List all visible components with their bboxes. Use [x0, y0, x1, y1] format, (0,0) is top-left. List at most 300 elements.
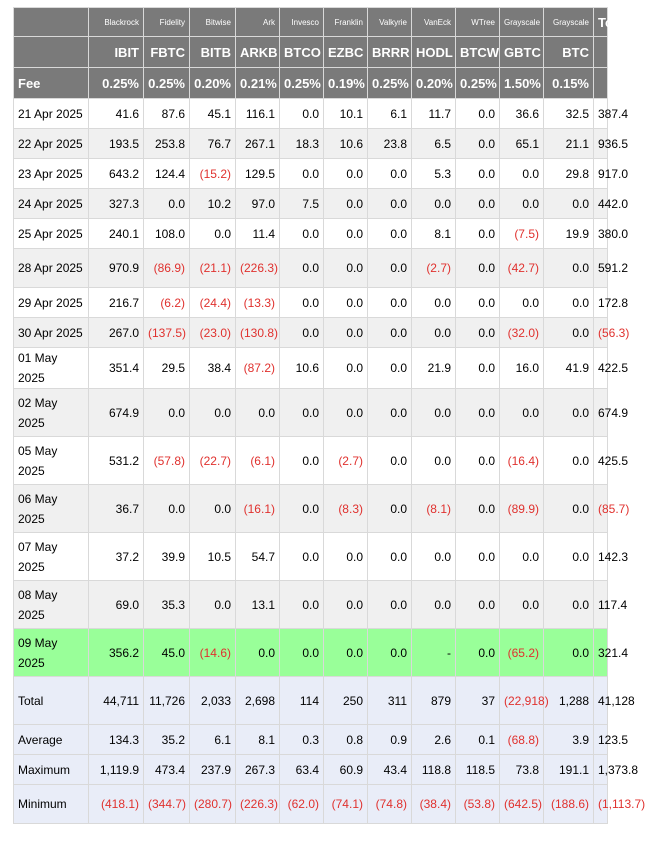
flow-value-cell: 0.0 [412, 533, 456, 581]
flow-table-body [14, 99, 645, 824]
flow-value-cell: 0.0 [324, 629, 368, 677]
flow-value-cell: 643.2 [89, 159, 144, 189]
flow-value-cell: 0.0 [544, 389, 594, 437]
summary-value-cell: 237.9 [190, 755, 236, 785]
flow-value-cell: 0.0 [412, 318, 456, 348]
ticker-header: HODL [412, 37, 456, 68]
summary-total-cell: 123.5 [594, 725, 608, 755]
flow-value-cell: 0.0 [368, 581, 412, 629]
ticker-header: BITB [190, 37, 236, 68]
flow-value-cell: 87.6 [144, 99, 190, 129]
flow-value-cell: 0.0 [456, 318, 500, 348]
issuer-header: Bitwise [190, 8, 236, 37]
corner-cell [14, 37, 89, 68]
flow-value-cell: 0.0 [456, 129, 500, 159]
flow-value-cell: 0.0 [412, 389, 456, 437]
flow-value-cell: 0.0 [412, 288, 456, 318]
issuer-header: Blackrock [89, 8, 144, 37]
flow-value-cell: 0.0 [500, 389, 544, 437]
summary-value-cell: 1,288 [544, 677, 594, 725]
flow-value-cell: - [412, 629, 456, 677]
total-column-header: Total [594, 8, 608, 37]
summary-value-cell: 44,711 [89, 677, 144, 725]
date-cell: 23 Apr 2025 [14, 159, 89, 189]
summary-row [14, 725, 608, 755]
flow-value-cell: 97.0 [236, 189, 280, 219]
row-total-cell: (56.3) [594, 318, 608, 348]
date-cell: 06 May 2025 [14, 485, 89, 533]
flow-value-cell: 0.0 [456, 485, 500, 533]
flow-value-cell: 0.0 [500, 159, 544, 189]
ticker-header: BTC [544, 37, 594, 68]
table-row [14, 249, 608, 288]
summary-label: Total [14, 677, 89, 725]
summary-value-cell: 43.4 [368, 755, 412, 785]
row-total-cell: 142.3 [594, 533, 608, 581]
flow-value-cell: 16.0 [500, 348, 544, 389]
flow-value-cell: 0.0 [144, 189, 190, 219]
flow-value-cell: (8.1) [412, 485, 456, 533]
flow-value-cell: 0.0 [144, 389, 190, 437]
total-ticker-blank [594, 37, 608, 68]
fee-value: 0.25% [144, 68, 190, 99]
summary-value-cell: 6.1 [190, 725, 236, 755]
issuer-header: VanEck [412, 8, 456, 37]
date-cell: 07 May 2025 [14, 533, 89, 581]
summary-total-cell: 1,373.8 [594, 755, 608, 785]
ticker-header: BTCW [456, 37, 500, 68]
flow-value-cell: 0.0 [456, 219, 500, 249]
fee-value: 0.20% [412, 68, 456, 99]
flow-value-cell: 0.0 [368, 189, 412, 219]
date-cell: 01 May 2025 [14, 348, 89, 389]
ticker-header: ARKB [236, 37, 280, 68]
summary-value-cell: 191.1 [544, 755, 594, 785]
flow-value-cell: (86.9) [144, 249, 190, 288]
summary-value-cell: 3.9 [544, 725, 594, 755]
flow-value-cell: 0.0 [280, 581, 324, 629]
summary-value-cell: 2,698 [236, 677, 280, 725]
fee-value: 0.20% [190, 68, 236, 99]
flow-value-cell: 216.7 [89, 288, 144, 318]
summary-total-cell: (1,113.7) [594, 785, 608, 824]
flow-value-cell: 45.0 [144, 629, 190, 677]
flow-value-cell: 13.1 [236, 581, 280, 629]
flow-value-cell: 0.0 [368, 219, 412, 249]
flow-value-cell: (137.5) [144, 318, 190, 348]
flow-value-cell: 0.0 [500, 288, 544, 318]
issuer-header: Valkyrie [368, 8, 412, 37]
summary-value-cell: 73.8 [500, 755, 544, 785]
ticker-header-row [14, 37, 608, 68]
flow-value-cell: 0.0 [368, 249, 412, 288]
summary-value-cell: 114 [280, 677, 324, 725]
summary-label: Minimum [14, 785, 89, 824]
summary-value-cell: (418.1) [89, 785, 144, 824]
flow-value-cell: 45.1 [190, 99, 236, 129]
table-row [14, 219, 608, 249]
row-total-cell: 442.0 [594, 189, 608, 219]
flow-value-cell: 0.0 [280, 318, 324, 348]
summary-value-cell: 0.8 [324, 725, 368, 755]
summary-label: Average [14, 725, 89, 755]
flow-value-cell: 0.0 [456, 189, 500, 219]
flow-value-cell: 0.0 [236, 389, 280, 437]
summary-value-cell: (22,918) [500, 677, 544, 725]
summary-value-cell: 63.4 [280, 755, 324, 785]
corner-cell [14, 8, 89, 37]
date-cell: 22 Apr 2025 [14, 129, 89, 159]
date-cell: 02 May 2025 [14, 389, 89, 437]
flow-value-cell: 0.0 [324, 348, 368, 389]
date-cell: 24 Apr 2025 [14, 189, 89, 219]
flow-value-cell: 0.0 [544, 533, 594, 581]
table-row [14, 129, 608, 159]
table-row [14, 318, 608, 348]
flow-value-cell: 0.0 [544, 485, 594, 533]
table-row [14, 189, 608, 219]
issuer-header: Grayscale [544, 8, 594, 37]
flow-value-cell: 0.0 [324, 249, 368, 288]
flow-value-cell: 29.8 [544, 159, 594, 189]
flow-value-cell: (16.4) [500, 437, 544, 485]
date-cell: 29 Apr 2025 [14, 288, 89, 318]
flow-value-cell: 0.0 [456, 437, 500, 485]
flow-value-cell: 0.0 [456, 159, 500, 189]
flow-value-cell: 0.0 [456, 249, 500, 288]
summary-value-cell: 0.1 [456, 725, 500, 755]
flow-value-cell: (87.2) [236, 348, 280, 389]
flow-value-cell: 76.7 [190, 129, 236, 159]
flow-value-cell: 0.0 [368, 318, 412, 348]
summary-value-cell: 35.2 [144, 725, 190, 755]
row-total-cell: 172.8 [594, 288, 608, 318]
flow-value-cell: 0.0 [456, 533, 500, 581]
summary-value-cell: (53.8) [456, 785, 500, 824]
flow-value-cell: (130.8) [236, 318, 280, 348]
flow-value-cell: 21.9 [412, 348, 456, 389]
etf-flow-table-container [13, 7, 645, 824]
flow-value-cell: 0.0 [368, 389, 412, 437]
date-cell: 25 Apr 2025 [14, 219, 89, 249]
flow-value-cell: 0.0 [456, 581, 500, 629]
summary-value-cell: 250 [324, 677, 368, 725]
flow-value-cell: 116.1 [236, 99, 280, 129]
flow-value-cell: 21.1 [544, 129, 594, 159]
flow-value-cell: 0.0 [368, 533, 412, 581]
summary-value-cell: (68.8) [500, 725, 544, 755]
flow-value-cell: 65.1 [500, 129, 544, 159]
flow-value-cell: 0.0 [412, 189, 456, 219]
table-row [14, 348, 608, 389]
flow-value-cell: 970.9 [89, 249, 144, 288]
flow-value-cell: (226.3) [236, 249, 280, 288]
flow-value-cell: (21.1) [190, 249, 236, 288]
flow-value-cell: (24.4) [190, 288, 236, 318]
summary-value-cell: 60.9 [324, 755, 368, 785]
ticker-header: BRRR [368, 37, 412, 68]
fee-value: 0.25% [368, 68, 412, 99]
flow-value-cell: 0.0 [544, 249, 594, 288]
flow-value-cell: 5.3 [412, 159, 456, 189]
flow-value-cell: 0.0 [324, 389, 368, 437]
row-total-cell: 936.5 [594, 129, 608, 159]
issuer-header: WTree [456, 8, 500, 37]
summary-label: Maximum [14, 755, 89, 785]
flow-value-cell: 0.0 [280, 159, 324, 189]
summary-value-cell: 2.6 [412, 725, 456, 755]
fee-value: 1.50% [500, 68, 544, 99]
flow-value-cell: 19.9 [544, 219, 594, 249]
summary-value-cell: 2,033 [190, 677, 236, 725]
summary-value-cell: 311 [368, 677, 412, 725]
flow-value-cell: 23.8 [368, 129, 412, 159]
row-total-cell: 674.9 [594, 389, 608, 437]
flow-value-cell: 0.0 [544, 581, 594, 629]
summary-value-cell: (226.3) [236, 785, 280, 824]
issuer-header-row [14, 8, 608, 37]
flow-value-cell: 32.5 [544, 99, 594, 129]
date-cell: 28 Apr 2025 [14, 249, 89, 288]
flow-value-cell: 0.0 [368, 288, 412, 318]
row-total-cell: 917.0 [594, 159, 608, 189]
flow-value-cell: 18.3 [280, 129, 324, 159]
flow-value-cell: 0.0 [456, 99, 500, 129]
row-total-cell: 387.4 [594, 99, 608, 129]
flow-value-cell: 193.5 [89, 129, 144, 159]
flow-value-cell: 6.5 [412, 129, 456, 159]
flow-value-cell: 10.1 [324, 99, 368, 129]
table-row [14, 437, 608, 485]
flow-value-cell: 36.7 [89, 485, 144, 533]
ticker-header: EZBC [324, 37, 368, 68]
table-row [14, 99, 608, 129]
flow-value-cell: 0.0 [412, 581, 456, 629]
flow-value-cell: 0.0 [190, 485, 236, 533]
flow-value-cell: 10.2 [190, 189, 236, 219]
date-cell: 05 May 2025 [14, 437, 89, 485]
issuer-header: Franklin [324, 8, 368, 37]
flow-value-cell: 0.0 [368, 159, 412, 189]
flow-value-cell: 29.5 [144, 348, 190, 389]
flow-value-cell: 129.5 [236, 159, 280, 189]
row-total-cell: 425.5 [594, 437, 608, 485]
flow-value-cell: 267.1 [236, 129, 280, 159]
summary-value-cell: (344.7) [144, 785, 190, 824]
flow-value-cell: 0.0 [190, 581, 236, 629]
issuer-header: Grayscale [500, 8, 544, 37]
row-total-cell: 380.0 [594, 219, 608, 249]
flow-value-cell: (42.7) [500, 249, 544, 288]
summary-row [14, 677, 608, 725]
issuer-header: Fidelity [144, 8, 190, 37]
fee-header-row [14, 68, 608, 99]
flow-value-cell: 0.0 [280, 249, 324, 288]
flow-value-cell: 0.0 [324, 581, 368, 629]
flow-value-cell: 36.6 [500, 99, 544, 129]
row-total-cell: (85.7) [594, 485, 608, 533]
flow-value-cell: 69.0 [89, 581, 144, 629]
flow-value-cell: (57.8) [144, 437, 190, 485]
flow-value-cell: (23.0) [190, 318, 236, 348]
flow-value-cell: 0.0 [544, 189, 594, 219]
flow-value-cell: (14.6) [190, 629, 236, 677]
flow-value-cell: 0.0 [544, 629, 594, 677]
flow-value-cell: 0.0 [280, 437, 324, 485]
flow-value-cell: 0.0 [324, 288, 368, 318]
flow-value-cell: 531.2 [89, 437, 144, 485]
flow-value-cell: 0.0 [368, 348, 412, 389]
flow-value-cell: 0.0 [280, 219, 324, 249]
flow-value-cell: 0.0 [368, 629, 412, 677]
flow-value-cell: 0.0 [412, 437, 456, 485]
flow-value-cell: 0.0 [324, 219, 368, 249]
summary-value-cell: (38.4) [412, 785, 456, 824]
flow-value-cell: (2.7) [324, 437, 368, 485]
flow-value-cell: 8.1 [412, 219, 456, 249]
summary-value-cell: 473.4 [144, 755, 190, 785]
flow-value-cell: (65.2) [500, 629, 544, 677]
ticker-header: IBIT [89, 37, 144, 68]
flow-value-cell: 11.7 [412, 99, 456, 129]
flow-value-cell: 0.0 [280, 629, 324, 677]
fee-value: 0.25% [89, 68, 144, 99]
flow-value-cell: 267.0 [89, 318, 144, 348]
flow-value-cell: (6.2) [144, 288, 190, 318]
table-row [14, 485, 608, 533]
flow-value-cell: 41.9 [544, 348, 594, 389]
fee-label: Fee [14, 68, 89, 99]
flow-value-cell: 38.4 [190, 348, 236, 389]
flow-value-cell: 0.0 [324, 533, 368, 581]
flow-value-cell: 10.6 [324, 129, 368, 159]
summary-row [14, 755, 608, 785]
summary-value-cell: (74.8) [368, 785, 412, 824]
summary-value-cell: 37 [456, 677, 500, 725]
flow-value-cell: 0.0 [456, 629, 500, 677]
flow-value-cell: 0.0 [456, 288, 500, 318]
flow-value-cell: 0.0 [280, 389, 324, 437]
flow-value-cell: 0.0 [368, 437, 412, 485]
flow-value-cell: 356.2 [89, 629, 144, 677]
flow-value-cell: (15.2) [190, 159, 236, 189]
flow-value-cell: 0.0 [280, 288, 324, 318]
table-row [14, 629, 608, 677]
flow-value-cell: 0.0 [190, 389, 236, 437]
summary-value-cell: 267.3 [236, 755, 280, 785]
flow-value-cell: 0.0 [324, 159, 368, 189]
flow-value-cell: (16.1) [236, 485, 280, 533]
fee-value: 0.25% [280, 68, 324, 99]
table-row [14, 389, 608, 437]
flow-value-cell: 0.0 [324, 318, 368, 348]
flow-value-cell: 0.0 [500, 189, 544, 219]
flow-value-cell: 108.0 [144, 219, 190, 249]
table-row [14, 159, 608, 189]
summary-value-cell: (62.0) [280, 785, 324, 824]
flow-value-cell: 0.0 [456, 348, 500, 389]
date-cell: 08 May 2025 [14, 581, 89, 629]
flow-value-cell: 41.6 [89, 99, 144, 129]
date-cell: 09 May 2025 [14, 629, 89, 677]
flow-value-cell: 0.0 [544, 318, 594, 348]
flow-value-cell: (13.3) [236, 288, 280, 318]
summary-value-cell: 11,726 [144, 677, 190, 725]
flow-value-cell: 7.5 [280, 189, 324, 219]
table-row [14, 581, 608, 629]
summary-total-cell: 41,128 [594, 677, 608, 725]
flow-value-cell: 0.0 [544, 288, 594, 318]
flow-value-cell: 327.3 [89, 189, 144, 219]
row-total-cell: 321.4 [594, 629, 608, 677]
summary-value-cell: 118.8 [412, 755, 456, 785]
flow-value-cell: (7.5) [500, 219, 544, 249]
flow-value-cell: 0.0 [368, 485, 412, 533]
date-cell: 30 Apr 2025 [14, 318, 89, 348]
summary-value-cell: 118.5 [456, 755, 500, 785]
row-total-cell: 117.4 [594, 581, 608, 629]
bitcoin-etf-flow-table [13, 7, 645, 824]
flow-value-cell: 124.4 [144, 159, 190, 189]
flow-value-cell: 0.0 [500, 533, 544, 581]
flow-value-cell: 0.0 [456, 389, 500, 437]
fee-value: 0.21% [236, 68, 280, 99]
summary-value-cell: 879 [412, 677, 456, 725]
summary-value-cell: (280.7) [190, 785, 236, 824]
issuer-header: Invesco [280, 8, 324, 37]
table-row [14, 533, 608, 581]
fee-value: 0.15% [544, 68, 594, 99]
flow-value-cell: 0.0 [280, 485, 324, 533]
ticker-header: GBTC [500, 37, 544, 68]
issuer-header: Ark [236, 8, 280, 37]
flow-value-cell: (89.9) [500, 485, 544, 533]
flow-value-cell: (2.7) [412, 249, 456, 288]
flow-value-cell: 0.0 [280, 99, 324, 129]
flow-value-cell: 10.5 [190, 533, 236, 581]
summary-value-cell: (642.5) [500, 785, 544, 824]
flow-value-cell: 37.2 [89, 533, 144, 581]
flow-value-cell: 351.4 [89, 348, 144, 389]
flow-value-cell: 10.6 [280, 348, 324, 389]
flow-value-cell: 240.1 [89, 219, 144, 249]
flow-value-cell: 39.9 [144, 533, 190, 581]
flow-value-cell: 0.0 [190, 219, 236, 249]
flow-value-cell: 253.8 [144, 129, 190, 159]
summary-value-cell: 8.1 [236, 725, 280, 755]
summary-row [14, 785, 608, 824]
flow-value-cell: 0.0 [144, 485, 190, 533]
summary-value-cell: (74.1) [324, 785, 368, 824]
flow-value-cell: 54.7 [236, 533, 280, 581]
summary-value-cell: 134.3 [89, 725, 144, 755]
summary-value-cell: 0.3 [280, 725, 324, 755]
flow-value-cell: 0.0 [236, 629, 280, 677]
fee-value: 0.25% [456, 68, 500, 99]
summary-value-cell: 1,119.9 [89, 755, 144, 785]
flow-value-cell: (6.1) [236, 437, 280, 485]
flow-value-cell: 0.0 [500, 581, 544, 629]
flow-value-cell: 0.0 [544, 437, 594, 485]
flow-value-cell: 6.1 [368, 99, 412, 129]
date-cell: 21 Apr 2025 [14, 99, 89, 129]
ticker-header: FBTC [144, 37, 190, 68]
flow-value-cell: 35.3 [144, 581, 190, 629]
fee-value: 0.19% [324, 68, 368, 99]
summary-value-cell: (188.6) [544, 785, 594, 824]
ticker-header: BTCO [280, 37, 324, 68]
flow-value-cell: 674.9 [89, 389, 144, 437]
